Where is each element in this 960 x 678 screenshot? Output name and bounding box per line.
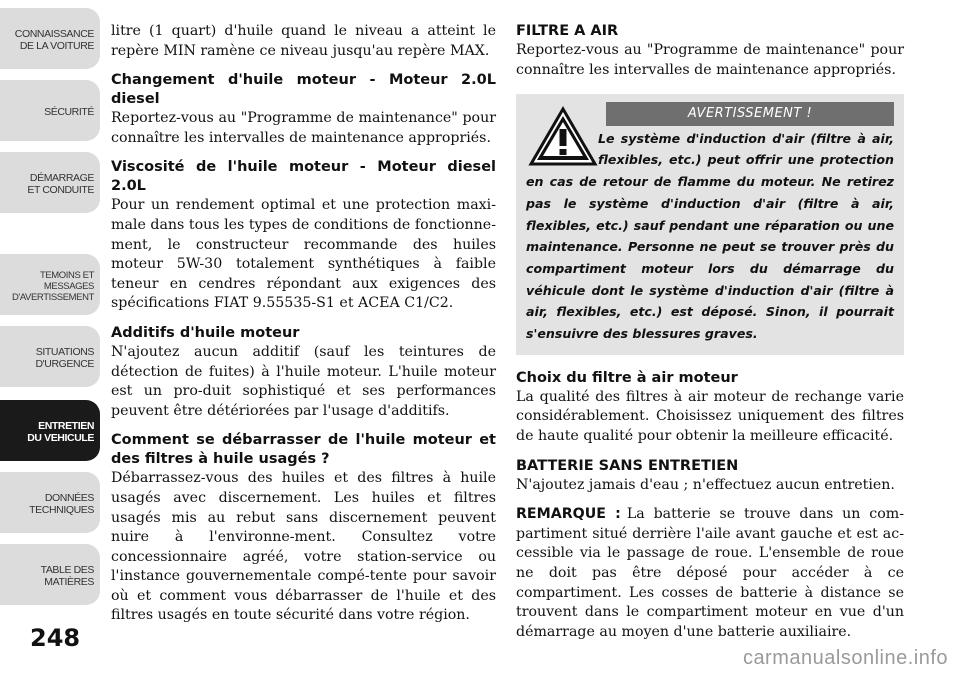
warning-heading: AVERTISSEMENT !	[606, 102, 894, 126]
tab-label: CONNAISSANCE DE LA VOITURE	[14, 28, 94, 52]
left-column	[111, 22, 496, 636]
tab-situations[interactable]	[0, 326, 100, 387]
tab-label: TEMOINS ET MESSAGES D'AVERTISSEMENT	[11, 270, 94, 303]
remark-paragraph	[516, 505, 904, 642]
tab-connaissance[interactable]	[0, 8, 100, 69]
remark-label: REMARQUE :	[516, 506, 621, 523]
paragraph-debarrasser: Débarrassez-vous des huiles et des filtres à huile usagés avec discernement. Les huiles et filtres usagés mis au rebut sans discernement peuvent nuire à l'environne-ment. Consultez votre concessionnaire agréé, votre station-service ou l'instance gouvernementale compé-tente pour savoir où et comment vous débarrasser de l'huile et des filtres usagés en toute sécurité dans votre région.	[111, 470, 496, 624]
tab-entretien[interactable]	[0, 400, 100, 461]
heading-filtre-a-air: FILTRE A AIR	[516, 23, 619, 39]
paragraph-viscosite: Pour un rendement optimal et une protection maxi-male dans tous les types de conditions de fonctionne-ment, le constructeur recommande des huiles moteur 5W-30 totalement synthétiques à faible teneur en cendres répondant aux exigences des spécifications FIAT 9.55535-S1 et ACEA C1/C2.	[111, 197, 496, 312]
heading-debarrasser: Comment se débarrasser de l'huile moteur et des filtres à huile usagés ?	[111, 432, 496, 468]
paragraph-filtre-a-air: Reportez-vous au "Programme de maintenance" pour connaître les intervalles de maintenance appropriés.	[516, 42, 904, 78]
tab-label: TABLE DES MATIÈRES	[40, 564, 94, 588]
paragraph-choix-filtre: La qualité des filtres à air moteur de rechange varie considérablement. Choisissez uniquement des filtres de haute qualité pour obtenir la meilleure efficacité.	[516, 388, 904, 444]
paragraph-additifs: N'ajoutez aucun additif (sauf les teintures de détection de fuites) à l'huile moteur. L'huile moteur est un pro-duit sophistiqué et ses performances peuvent être détériorées par l'usage d'additifs.	[111, 343, 496, 419]
tab-label: SITUATIONS D'URGENCE	[35, 346, 94, 370]
tab-label: DÉMARRAGE ET CONDUITE	[27, 172, 94, 196]
warning-triangle-icon	[528, 106, 598, 168]
heading-additifs: Additifs d'huile moteur	[111, 324, 300, 341]
page-number: 248	[30, 624, 81, 652]
remark-text: La batterie se trouve dans un com-partiment situé derrière l'aile avant gauche et est ac-cessible via le passage de roue. L'ensemble de roue ne doit pas être déposé pour accéder à ce compartiment. Les cosses de batterie à distance se trouvent dans le compartiment moteur en vue d'un démarrage au moyen d'une batterie auxiliaire.	[516, 506, 904, 640]
watermark: carmanualsonline.info	[742, 647, 948, 669]
tab-demarrage[interactable]	[0, 152, 100, 213]
sidebar-tabs	[0, 0, 100, 678]
warning-box	[516, 94, 904, 355]
tab-label: ENTRETIEN DU VEHICULE	[27, 420, 94, 444]
heading-viscosite: Viscosité de l'huile moteur - Moteur diesel 2.0L	[111, 159, 496, 195]
tab-temoins[interactable]	[0, 254, 100, 315]
heading-choix-filtre: Choix du filtre à air moteur	[516, 369, 738, 386]
tab-table-des-matieres[interactable]	[0, 544, 100, 605]
warning-body: Le système d'induction d'air (filtre à air, flexibles, etc.) peut offrir une protection en cas de retour de flamme du moteur. Ne retirez pas le système d'induction d'air (filtre à air, flexibles, etc.) sauf pendant une réparation ou une maintenance. Personne ne peut se trouver près du compartiment moteur lors du démarrage du véhicule dont le système d'induction d'air (filtre à air, flexibles, etc.) est déposé. Sinon, il pourrait s'ensuivre des blessures graves.	[526, 130, 894, 342]
intro-paragraph: litre (1 quart) d'huile quand le niveau a atteint le repère MIN ramène ce niveau jusqu'au repère MAX.	[111, 23, 496, 59]
tab-donnees[interactable]	[0, 472, 100, 533]
paragraph-changement-huile: Reportez-vous au "Programme de maintenance" pour connaître les intervalles de maintenance appropriés.	[111, 110, 496, 146]
right-column	[516, 22, 904, 652]
heading-batterie: BATTERIE SANS ENTRETIEN	[516, 457, 739, 474]
tab-label: SÉCURITÉ	[44, 105, 94, 118]
tab-securite[interactable]	[0, 80, 100, 141]
tab-label: DONNÉES TECHNIQUES	[29, 492, 94, 516]
heading-changement-huile: Changement d'huile moteur - Moteur 2.0L diesel	[111, 72, 496, 108]
paragraph-batterie: N'ajoutez jamais d'eau ; n'effectuez aucun entretien.	[516, 476, 895, 493]
